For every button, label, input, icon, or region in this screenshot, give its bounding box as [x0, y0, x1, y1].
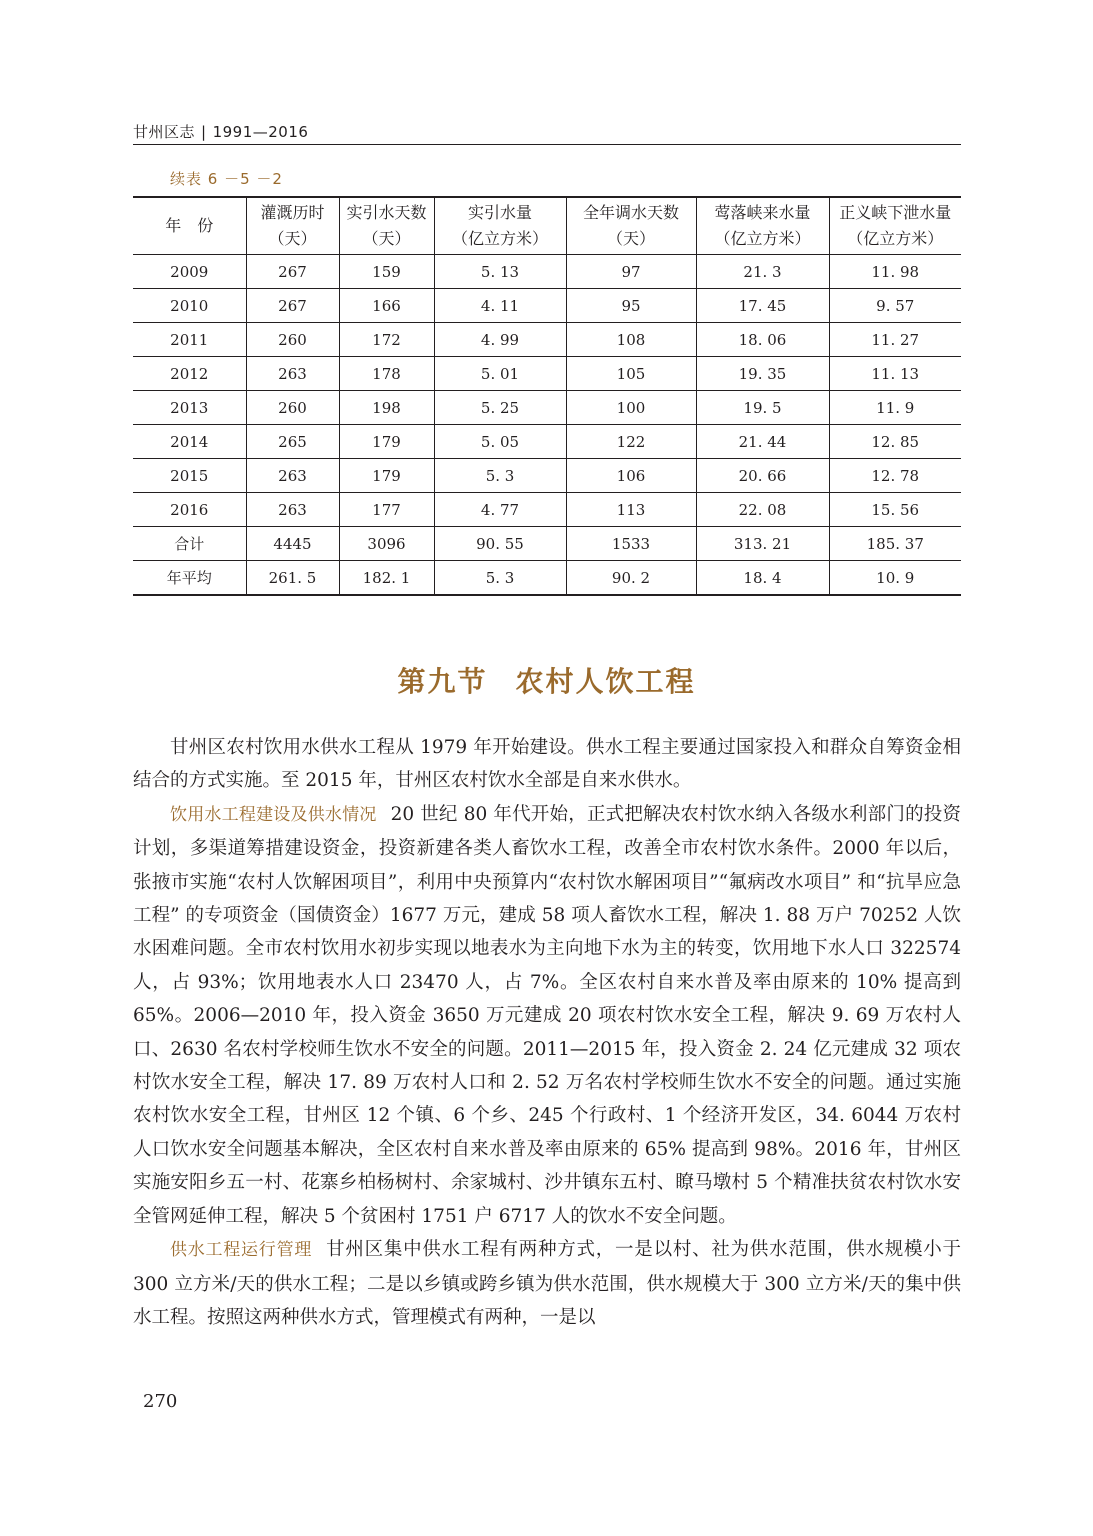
column-header: 正义峡下泄水量 （亿立方米）	[829, 197, 961, 255]
paragraph-text: 甘州区集中供水工程有两种方式，一是以村、社为供水范围，供水规模小于 300 立方米/天的供水工程；二是以乡镇或跨乡镇为供水范围，供水规模大于 300 立方米/天的集中供水工程。按照这两种供水方式，管理模式有两种，一是以	[133, 1239, 961, 1328]
table-cell: 106	[566, 459, 696, 493]
table-cell: 5. 01	[434, 357, 566, 391]
table-cell: 198	[339, 391, 434, 425]
table-cell: 2009	[133, 255, 246, 289]
table-row	[133, 561, 961, 596]
table-cell: 18. 06	[696, 323, 829, 357]
table-row	[133, 391, 961, 425]
table-cell: 2013	[133, 391, 246, 425]
table-row	[133, 255, 961, 289]
table-cell: 263	[246, 357, 339, 391]
table-cell: 182. 1	[339, 561, 434, 596]
table-cell: 4. 77	[434, 493, 566, 527]
table-cell: 合计	[133, 527, 246, 561]
book-years: 1991—2016	[212, 123, 309, 141]
table-cell: 95	[566, 289, 696, 323]
table-cell: 179	[339, 459, 434, 493]
table-cell: 260	[246, 323, 339, 357]
table-cell: 108	[566, 323, 696, 357]
table-cell: 21. 3	[696, 255, 829, 289]
table-cell: 113	[566, 493, 696, 527]
paragraph-keyword: 饮用水工程建设及供水情况	[170, 804, 377, 825]
header-rule	[133, 144, 961, 145]
table-cell: 21. 44	[696, 425, 829, 459]
table-row	[133, 323, 961, 357]
table-cell: 159	[339, 255, 434, 289]
table-cell: 9. 57	[829, 289, 961, 323]
table-cell: 177	[339, 493, 434, 527]
table-cell: 12. 78	[829, 459, 961, 493]
column-header: 年 份	[133, 197, 246, 255]
section-heading: 农村人饮工程	[515, 665, 696, 698]
table-cell: 260	[246, 391, 339, 425]
table-cell: 10. 9	[829, 561, 961, 596]
table-cell: 11. 98	[829, 255, 961, 289]
water-diversion-table	[133, 196, 961, 596]
table-cell: 19. 35	[696, 357, 829, 391]
table-cell: 2011	[133, 323, 246, 357]
table-cell: 11. 9	[829, 391, 961, 425]
table-cell: 5. 13	[434, 255, 566, 289]
table-cell: 90. 55	[434, 527, 566, 561]
table-cell: 11. 13	[829, 357, 961, 391]
table-cell: 19. 5	[696, 391, 829, 425]
table-row	[133, 493, 961, 527]
table-row	[133, 527, 961, 561]
table-cell: 261. 5	[246, 561, 339, 596]
table-cell: 5. 3	[434, 459, 566, 493]
header-separator: |	[201, 123, 207, 141]
paragraph-keyword: 供水工程运行管理	[170, 1240, 313, 1261]
table-row	[133, 289, 961, 323]
table-cell: 5. 05	[434, 425, 566, 459]
table-caption: 续表 6 －5 －2	[170, 170, 283, 188]
table-cell: 5. 3	[434, 561, 566, 596]
table-cell: 15. 56	[829, 493, 961, 527]
running-head	[133, 121, 961, 142]
paragraph	[133, 798, 961, 1233]
paragraph-text: 甘州区农村饮用水供水工程从 1979 年开始建设。供水工程主要通过国家投入和群众自筹资金相结合的方式实施。至 2015 年，甘州区农村饮水全部是自来水供水。	[133, 737, 961, 792]
table-cell: 2016	[133, 493, 246, 527]
table-cell: 12. 85	[829, 425, 961, 459]
paragraph-text: 20 世纪 80 年代开始，正式把解决农村饮水纳入各级水利部门的投资计划，多渠道筹措建设资金，投资新建各类人畜饮水工程，改善全市农村饮水条件。2000 年以后，张掖市实施“农村人饮解困项目”，利用中央预算内“农村饮水解困项目”“氟病改水项目” 和“抗旱应急工程” 的专项资金（国债资金）1677 万元，建成 58 项人畜饮水工程，解决 1. 88 万户 70252 人饮水困难问题。全市农村饮用水初步实现以地表水为主向地下水为主的转变，饮用地下水人口 322574 人，占 93%；饮用地表水人口 23470 人，占 7%。全区农村自来水普及率由原来的 10% 提高到 65%。2006—2010 年，投入资金 3650 万元建成 20 项农村饮水安全工程，解决 9. 69 万农村人口、2630 名农村学校师生饮水不安全的问题。2011—2015 年，投入资金 2. 24 亿元建成 32 项农村饮水安全工程，解决 17. 89 万农村人口和 2. 52 万名农村学校师生饮水不安全的问题。通过实施农村饮水安全工程，甘州区 12 个镇、6 个乡、245 个行政村、1 个经济开发区，34. 6044 万农村人口饮水安全问题基本解决，全区农村自来水普及率由原来的 65% 提高到 98%。2016 年，甘州区实施安阳乡五一村、花寨乡柏杨树村、余家城村、沙井镇东五村、瞭马墩村 5 个精准扶贫农村饮水安全管网延伸工程，解决 5 个贫困村 1751 户 6717 人的饮水不安全问题。	[133, 803, 962, 1227]
table-cell: 263	[246, 459, 339, 493]
table-cell: 18. 4	[696, 561, 829, 596]
table-cell: 2010	[133, 289, 246, 323]
table-cell: 4. 99	[434, 323, 566, 357]
column-header: 实引水量 （亿立方米）	[434, 197, 566, 255]
table-cell: 179	[339, 425, 434, 459]
paragraph	[133, 731, 961, 798]
table-cell: 2015	[133, 459, 246, 493]
column-header: 灌溉历时 （天）	[246, 197, 339, 255]
section-number: 第九节	[397, 665, 488, 698]
table-cell: 2014	[133, 425, 246, 459]
table-cell: 263	[246, 493, 339, 527]
table-cell: 185. 37	[829, 527, 961, 561]
table-cell: 5. 25	[434, 391, 566, 425]
table-cell: 105	[566, 357, 696, 391]
table-row	[133, 357, 961, 391]
table-row	[133, 459, 961, 493]
paragraph	[133, 1233, 961, 1334]
table-cell: 172	[339, 323, 434, 357]
table-cell: 年平均	[133, 561, 246, 596]
table-cell: 313. 21	[696, 527, 829, 561]
table-cell: 97	[566, 255, 696, 289]
table-body	[133, 255, 961, 596]
table-cell: 11. 27	[829, 323, 961, 357]
table-cell: 166	[339, 289, 434, 323]
table-cell: 178	[339, 357, 434, 391]
table-cell: 3096	[339, 527, 434, 561]
body-text	[133, 731, 961, 1334]
page-number: 270	[143, 1391, 178, 1412]
table-cell: 100	[566, 391, 696, 425]
table-cell: 22. 08	[696, 493, 829, 527]
table-cell: 2012	[133, 357, 246, 391]
table-cell: 122	[566, 425, 696, 459]
table-header-row	[133, 197, 961, 255]
table-cell: 4. 11	[434, 289, 566, 323]
column-header: 全年调水天数 （天）	[566, 197, 696, 255]
column-header: 实引水天数 （天）	[339, 197, 434, 255]
table-row	[133, 425, 961, 459]
table-cell: 265	[246, 425, 339, 459]
table-cell: 90. 2	[566, 561, 696, 596]
book-title: 甘州区志	[133, 123, 196, 141]
table-cell: 1533	[566, 527, 696, 561]
column-header: 莺落峡来水量 （亿立方米）	[696, 197, 829, 255]
table-cell: 4445	[246, 527, 339, 561]
table-cell: 17. 45	[696, 289, 829, 323]
table-cell: 20. 66	[696, 459, 829, 493]
table-cell: 267	[246, 289, 339, 323]
section-title	[0, 660, 1093, 700]
table-cell: 267	[246, 255, 339, 289]
